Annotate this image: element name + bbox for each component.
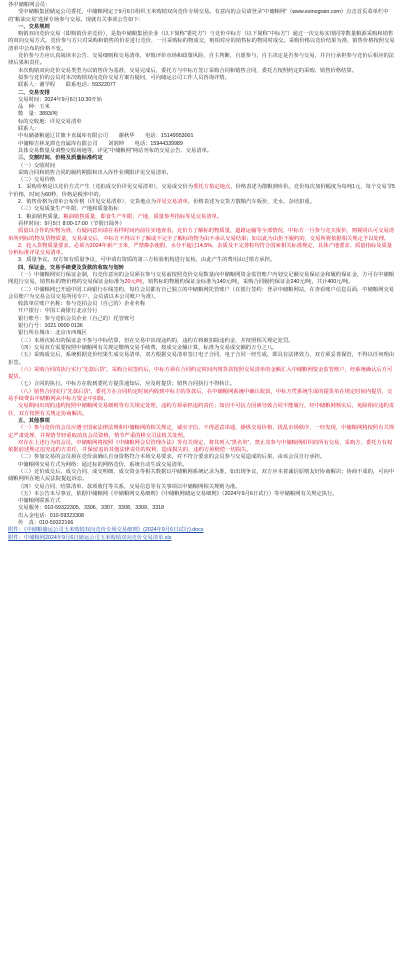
notice-paragraph [8,141,396,148]
notice-paragraph [8,265,396,272]
paragraph-text: 四、保证金、交易手续费及货款的收取与划转 [18,264,124,271]
paragraph-text: （六）采购合同的执行实行“先款后货”。采购合同签约后，中标方须在合同约定时间内将货款按照交易清单的金额汇入中储粮网资金监管账户，经系统确认后方可提货。 [8,366,393,381]
paragraph-text: 购销双向竞价交易（即购销价差竞价），是指中储粮集团企业（以下简称“委托方”）与竞价中标方（以下简称“中标方”）通过一次交易实现同等数量粮源采购和销售的双向交易方式。竞价参与方只对采购和销售的价差进行竞价，一旦采购标的物成交，则相对应的销售标的物同时成交。采购价格以竞价结果为准，销售价格按照交易清单中公布的价格不变。 [8,31,395,52]
notice-paragraph [8,403,396,418]
paragraph-text: 传 真：010-59322166 [18,520,74,527]
paragraph-text: （一）中储粮网实行保证金制，有竞价意向的会员须在参与交易前按照竞价交易数量向中储粮网资金监管账户内划交足额交易保证金和履约保证金，方可在中储粮网进行交易。销售标的物价格的交易保证金标准为 [8,271,395,286]
paragraph-text: （八）销售合同实行“先款后货”。委托方在合同约定时间内收到中标方的货款后，在中储粮网系统中确认收款，中标方凭系统生成的提货单在规定时间内提货，交易手续费由中储粮网从中标方资金中扣除。 [8,388,393,403]
attachment-row [8,535,396,542]
paragraph-text: 看样时间：9月5日 8:00-17:00（节假日除外） [18,220,125,227]
notice-paragraph [8,133,396,140]
notice-paragraph [8,272,396,287]
paragraph-text: 2．轮入货物质量要求。必须为2024年新产玉米，严禁掺杂使假，水分不超过14.5%，杂质及不完善粒均符合国家相关标准规定，具体产地要求、质量指标及质量分析标准详见交易清单。 [8,242,393,257]
notice-paragraph [8,491,396,498]
paragraph-text: 竞价参与方应认真阅读本公告、交易细则和交易清单，审慎评价市场和政策风险，自主判断，自愿参与，自主决定是否参与交易，并自行承担参与竞价后相应的法律后果和责任。 [8,53,395,67]
notice-paragraph [8,505,396,512]
notice-paragraph [8,425,396,440]
paragraph-text: 品 种：玉米 [18,104,50,111]
highlighted-text: 粮油销售质量，即食生产年限、产地、质量参考指标等见交易清单。 [63,213,223,220]
notice-paragraph [8,257,396,264]
paragraph-text: 质量以合作的实物为准，有疑问意向请在看样时间内前往实地查看，竞价方了解标的物质量，道路运输等全部情况，中标方一旦参与竞买报价，则视同认可交易清单所列标的物及货物质量，交易成交后，中标方不得以不了解或不完全了解标的物为由不承认交易结果；如以此为由拒不履约的，交易所将依据相关规定予以处理。 [8,228,395,242]
notice-paragraph [8,228,396,243]
notice-paragraph [8,308,396,315]
notice-paragraph [8,454,396,461]
paragraph-text: （二）中储粮网已开通中国工商银行在线签约，每位会员都有自己独立的中储粮网托管账户（在银行签约：登录中储粮网站，在查看账户信息页面，中储粮网交易会员账户为交易会员交易所用专户，会员请以本公司账户为准）。 [8,286,395,300]
paragraph-text: 采购合同和销售合同的履约期限和出入库作业期限详见交易清单。 [18,169,172,176]
notice-paragraph [8,367,396,382]
paragraph-text: 数 量：3893/吨 [18,111,58,118]
paragraph-text: 开户银行：中国工商银行北京分行 [18,308,98,315]
paragraph-text: 各中储粮网会员： [8,2,51,8]
notice-paragraph [8,68,396,75]
paragraph-text: 中央储备粮通辽甘旗卡直属库有限公司 谢秋华 电话：15149953001 [18,133,194,140]
notice-paragraph [8,352,396,367]
paragraph-text: 本次购销双向竞价交易类型为以销售价为基准，交易完成后，委托方与中标方签订采购合同和销售合同，委托方按照约定的采购、销售价格结算。 [18,67,358,74]
notice-paragraph [8,330,396,337]
paragraph-text: 中储粮吉林龙潭仓直属库有限公司 刘润坤 电话：15944339989 [18,140,183,147]
paragraph-text: 具体交易数量及调整交收场地等，详见“中储粮网”网站刊布的交易公告、交易清单。 [18,147,213,154]
paragraph-text: 交易服务：010-59322305、3306、3307、3308、3309、3318 [18,505,165,512]
paragraph-text: 标的交收地：详见交易清单 [18,118,82,125]
paragraph-text: （三）竞价成交后，成交合同、成交明细、成交资金等相关数据以中储粮网系统记录为准，如出现争议，双方应本着诚信原则友好协商解决；协商不成的，可向中储粮网所在地人民法院提起诉讼。 [8,469,395,483]
notice-paragraph [8,484,396,491]
paragraph-text-tail: ，价格表述为散粮到库价。竞价每次加价幅度为每吨1元，每个交易节5个价格，时间为60秒，价格是税率中的。 [8,184,396,198]
attachment-link[interactable]: 附件：《中储粮储运公司玉米购销双向竞价专场交易细则》(2024年9月6日试行).docx [8,527,204,534]
notice-paragraph [8,462,396,469]
paragraph-text: （三）本场次转出的保证金不参与中标结算，但在交易中出现违约的，违约方将被扣除违约金，并按照相关规定处罚。 [18,337,294,344]
attachment-link[interactable]: 附件：中储粮网2024年9月6日储运公司玉米购销双向竞价交易清单.xls [8,534,172,541]
attachment-row [8,527,396,534]
paragraph-text: 收款单位账户名称：参与竞拍会员（自己的）企业名称 [18,301,146,308]
paragraph-text: 2．销售价格为清单公布价格（详见交易清单），交货地点为 [18,199,157,206]
paragraph-text: （五）采购成交后，系统根据竞价结果生成交易清单，双方根据交易清单签订电子合同，电子合同一经生成，即具有法律效力，双方须妥善保管，不得以任何理由拒签。 [8,352,395,366]
notice-paragraph [8,338,396,345]
notice-paragraph [8,90,396,97]
paragraph-text: （四）交易合同、结算清单、款项收付等关系，交易信息等有关事项以中储粮网相关规则为准。 [18,483,241,490]
notice-paragraph [8,381,396,388]
paragraph-text: 五、其他事项 [18,417,50,424]
paragraph-text: 中储粮网交易方式为网络：通过标的网络竞价，系统自动生成交易清单。 [18,461,188,468]
highlighted-text: 20元/吨 [124,279,143,286]
paragraph-text: 银行账号：参与竞拍会员企业（自己的）托管账号 [18,315,135,322]
paragraph-text: 联系人： [18,126,40,133]
paragraph-text: （二）交易价格 [18,177,56,184]
notice-paragraph [8,31,396,53]
notice-paragraph [8,243,396,258]
notice-paragraph [8,104,396,111]
paragraph-text: 银行所在城市：北京市西城区 [18,330,87,337]
notice-paragraph [8,287,396,302]
paragraph-text: 联系人：谢学程 联系电话：59322077 [18,82,116,89]
paragraph-text: （一）参与竞价的会员应遵守国家法律法规和中储粮网的相关规定，诚实守信，不得恶意串通、操纵交易价格，扰乱市场秩序，一经发现，中储粮网将按照有关规定严肃处理，并视情节轻重取消其会员资格，情节严重的移交司法机关处理。 [8,425,395,439]
notice-paragraph [8,82,396,89]
paragraph-text: 银行行号：1021 0000 0136 [18,323,83,330]
highlighted-text: 委托方指定地点 [193,184,231,191]
paragraph-text: 交易时间：2024年9月6日10:30开始 [18,96,102,103]
notice-paragraph [8,9,396,24]
notice-paragraph [8,440,396,455]
paragraph-text: （二）参加交易的会员须在竞价前确认自身资格符合本场交易要求，对不符合要求的会员参与交易造成的后果，由该会员自行承担。 [18,454,326,461]
notice-paragraph [8,170,396,177]
paragraph-text: （五）本公告未尽事宜，依据中储粮网《中储粮网交易细则》《中储粮网储运交易细则》（2024年9月6日试行）等中储粮网有关规定执行。 [18,490,338,497]
notice-paragraph [8,155,396,162]
paragraph-text-tail: ，销售标的物履约保证金标准为140元/吨，采购合同履约保证金240元/吨，共计400元/吨。 [142,279,354,286]
notice-paragraph [8,513,396,520]
paragraph-text: 三、交割时间、价格及质量标准约定 [18,155,103,162]
paragraph-text: 对存在上述行为的会员，中储粮网将按照《中储粮网会员管理办法》等有关规定，将其列入“黑名单”，禁止其参与中储粮网组织的所有交易，采购方、委托方有权依据前述规定追究违约方责任，并保留追诉其他法律责任的权利，造成损失的，违约方须赔偿一切损失。 [8,439,393,454]
notice-paragraph [8,53,396,68]
notice-paragraph [8,163,396,170]
paragraph-text: （七）合同的执行。中标方在收到委托方提货通知后，应及时提货；销售合同执行不得转让。 [18,381,236,388]
paragraph-text: 出入金电话：010-59323308 [18,512,84,519]
notice-paragraph [8,119,396,126]
notice-paragraph [8,469,396,484]
notice-paragraph [8,206,396,213]
paragraph-text: （四）交易双方需要按照中储粮网有关规定缴纳交易手续费，按成交金额计算，标准为交易成交额的万分之八。 [18,344,278,351]
notice-paragraph [8,389,396,404]
paragraph-text-tail: ，价格表述为交货方散粮汽车板价，光水，杂培扣重。 [187,199,315,206]
paragraph-text: 拟参与竞价的会员对本次购销双向竞价交易方案有疑问，可向储运公司工作人员咨询详情。 [18,74,230,81]
paragraph-text: （三）交易质量生产年限、产地和质量指标 [18,206,119,213]
paragraph-text: 受中储粮集团储运公司委托，中储粮网定于9月6日组织玉米购销双向竞价专场交易。有意向的会员请登录“中储粮网”（www.esinograin.com）点击首页菜单栏中的“粮油交易”选择专场参与交易。现就有关事项公告如下： [8,9,389,23]
paragraph-text: 一、交易规则 [18,23,50,30]
paragraph-text: 3．质量争议。双方如有质量争议，可申请有资质的第三方检验机构进行复检，由此产生的费用由过错方承担。 [18,257,276,264]
notice-paragraph [8,316,396,323]
paragraph-text: 1．采购价格是以竞价方式产生（竞拍成交价详见交易清单），交易成交价为 [18,184,194,191]
notice-paragraph [8,184,396,199]
notice-paragraph [8,97,396,104]
paragraph-text: 1．粮油销售质量。 [18,213,64,220]
paragraph-text: 中储粮网联系方式 [18,498,61,505]
paragraph-text: （一）交收时间 [18,162,56,169]
paragraph-text: 二、交易安排 [18,89,50,96]
notice-paragraph [8,111,396,118]
highlighted-text: 详见交易清单 [156,199,188,206]
paragraph-text: 交易期间出现的违约按照中储粮网交易细则等有关规定处理，违约方须承担违约责任；如因不可抗力因素导致合同不能履行，经中储粮网核实后，免除相应违约责任，双方按照有关规定协商解决。 [8,403,395,417]
notice-paragraph [8,214,396,221]
